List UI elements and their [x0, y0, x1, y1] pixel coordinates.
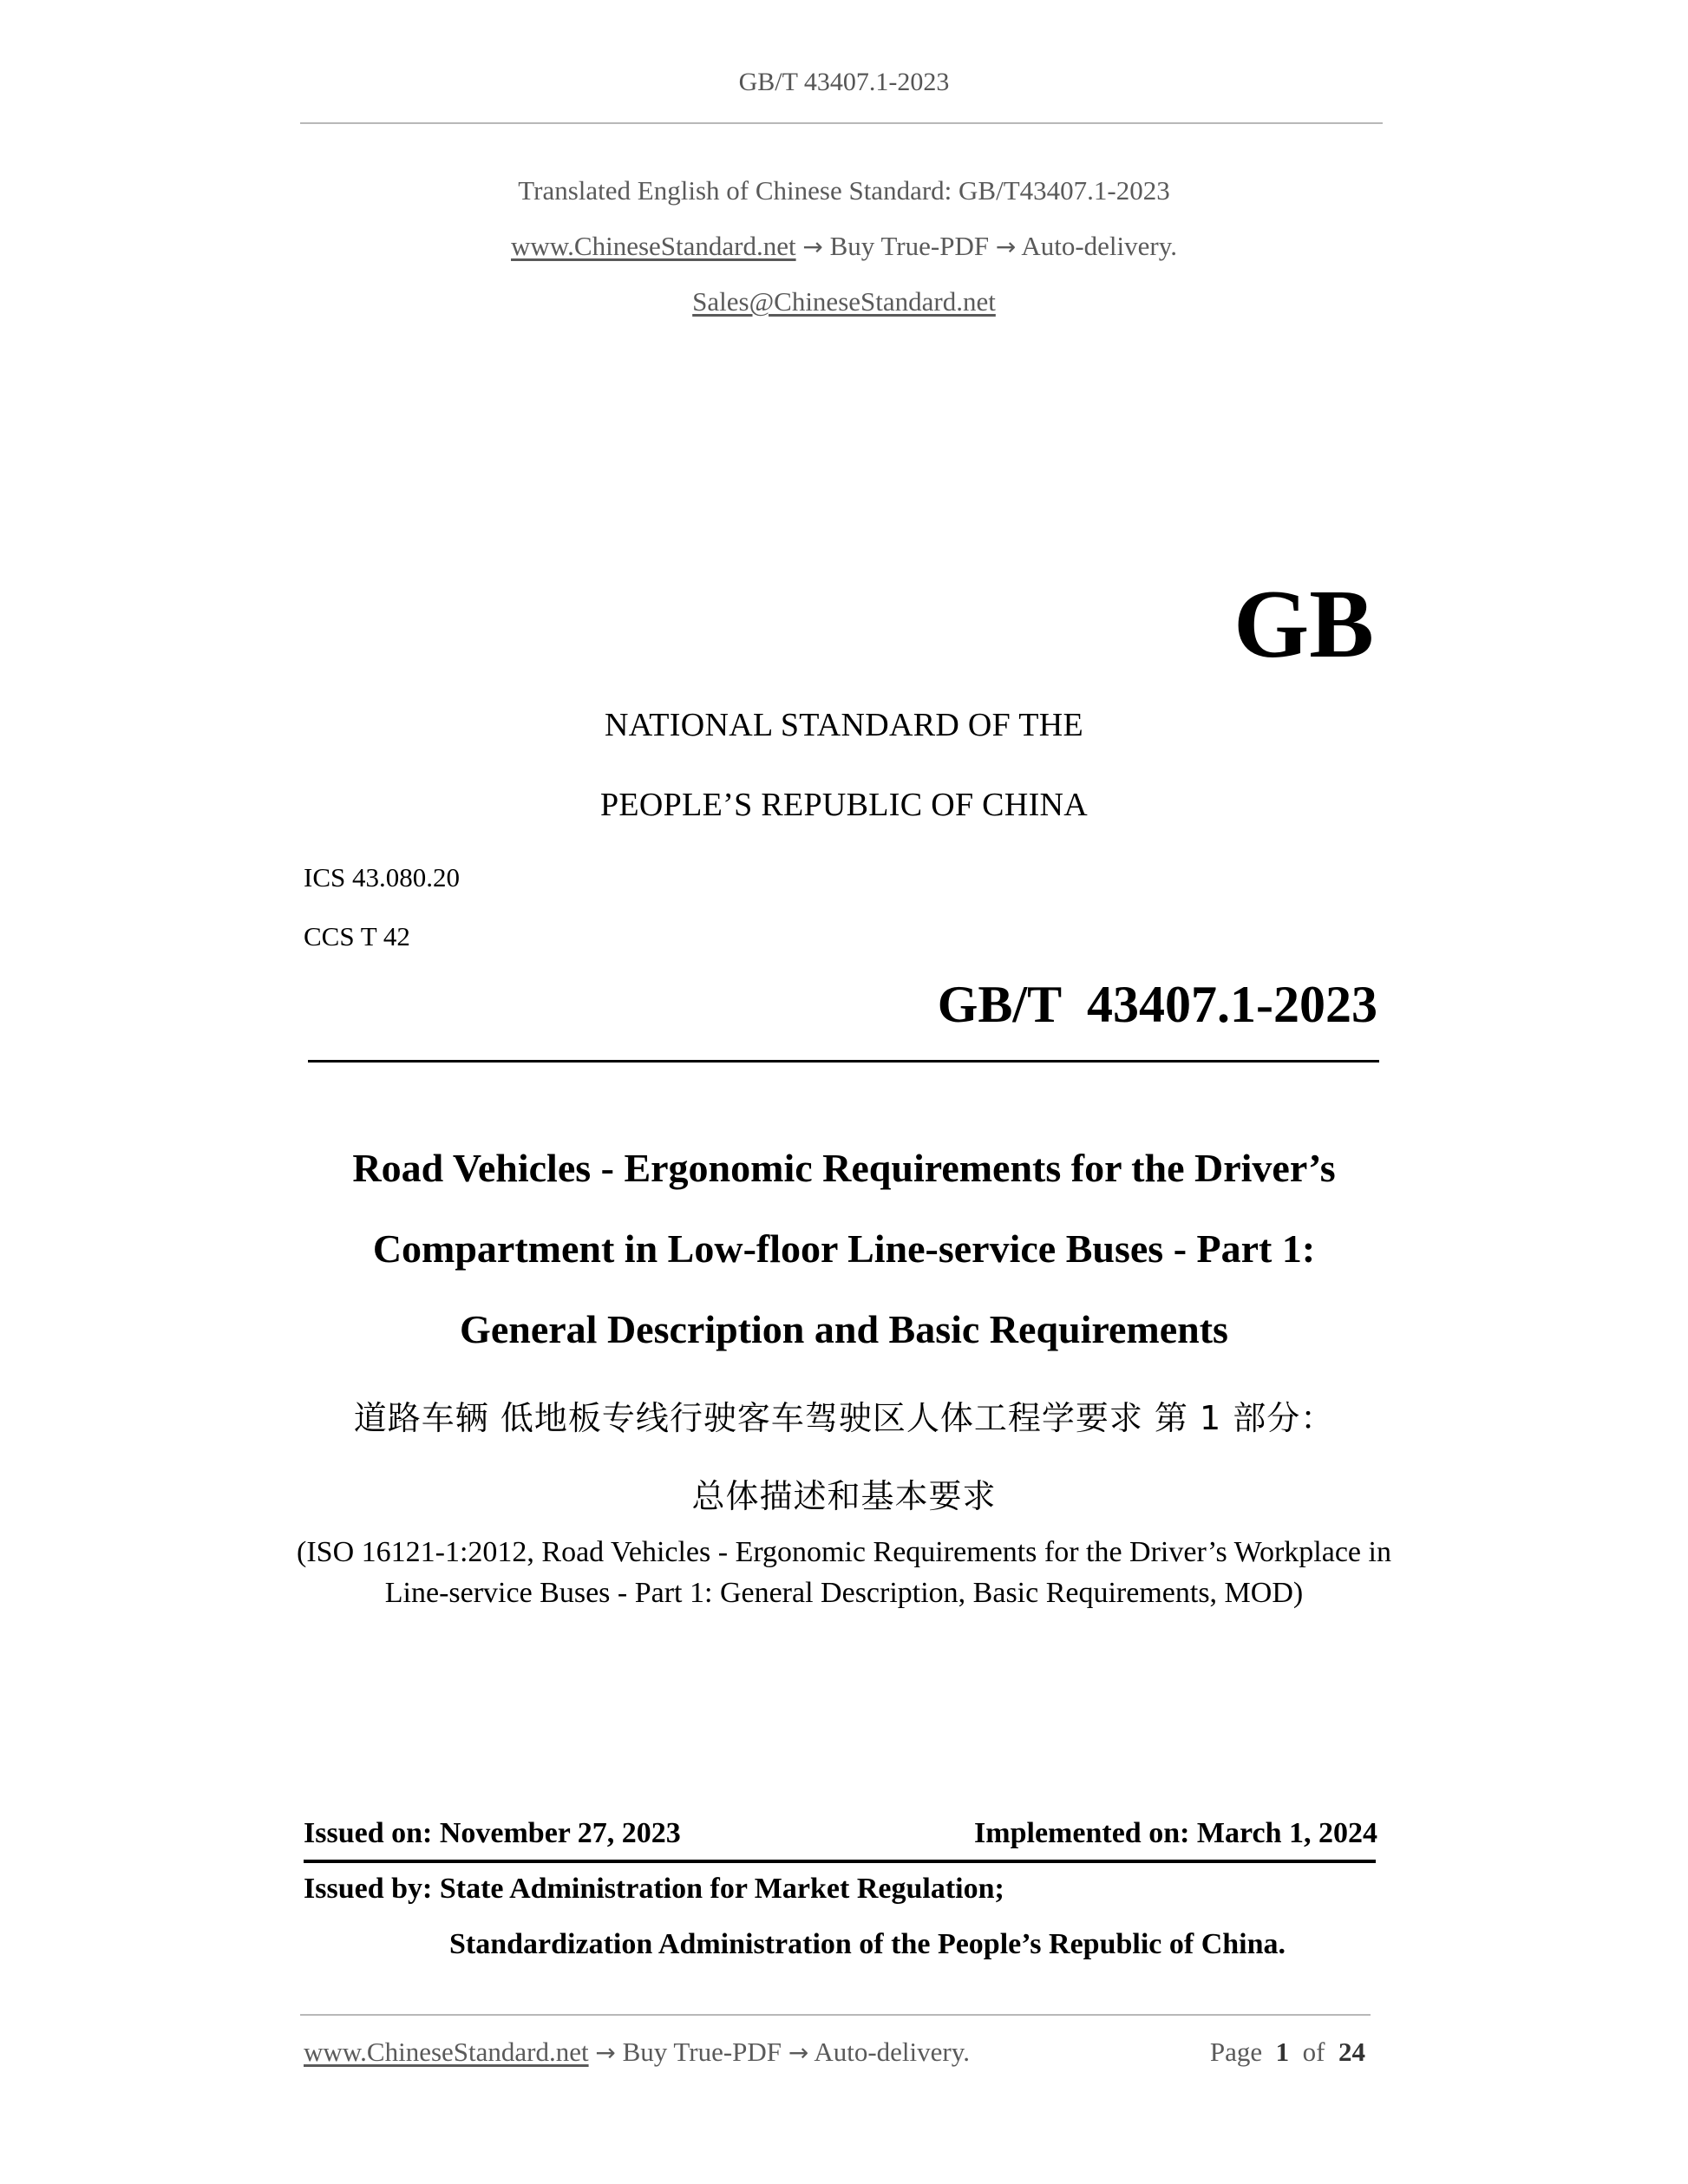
right-arrow-icon: → — [995, 232, 1017, 261]
running-header: GB/T 43407.1-2023 — [738, 68, 950, 96]
issued-by-line-2: Standardization Administration of the People’s Republic of China. — [449, 1928, 1286, 1960]
footer-buy-true-pdf-text: Buy True-PDF — [622, 2037, 782, 2067]
footer-auto-delivery-text: Auto-delivery. — [814, 2037, 970, 2067]
page-total: 24 — [1338, 2037, 1365, 2067]
title-en-line-1: Road Vehicles - Ergonomic Requirements for the Driver’s — [352, 1146, 1336, 1190]
page-current: 1 — [1275, 2037, 1290, 2067]
page-label: Page — [1209, 2037, 1263, 2067]
title-en-line-2: Compartment in Low-floor Line-service Buses - Part 1: — [372, 1226, 1316, 1271]
site-link[interactable]: www.ChineseStandard.net — [511, 231, 796, 261]
auto-delivery-text: Auto-delivery. — [1021, 231, 1177, 261]
title-cn-line-1: 道路车辆 低地板专线行驶客车驾驶区人体工程学要求 第 1 部分： — [353, 1399, 1335, 1437]
national-standard-line-1: NATIONAL STANDARD OF THE — [605, 707, 1083, 743]
email-line — [0, 286, 1688, 317]
footer-promo — [304, 2037, 970, 2068]
header-divider — [300, 122, 1383, 124]
ccs-code: CCS T 42 — [304, 921, 410, 951]
implemented-on: Implemented on: March 1, 2024 — [974, 1817, 1377, 1849]
page-indicator — [1210, 2037, 1365, 2068]
title-cn-line-2: 总体描述和基本要求 — [691, 1477, 997, 1515]
right-arrow-icon: → — [595, 2038, 616, 2067]
national-standard-line-2: PEOPLE’S REPUBLIC OF CHINA — [599, 787, 1089, 823]
page-of-label: of — [1302, 2037, 1325, 2067]
right-arrow-icon: → — [788, 2038, 809, 2067]
sales-email-link[interactable]: Sales@ChineseStandard.net — [692, 286, 996, 317]
iso-reference: (ISO 16121-1:2012, Road Vehicles - Ergonomic Requirements for the Driver’s Workplace in Line-service Buses - Part 1: General Description, Basic Requirements, MOD) — [297, 1536, 1391, 1609]
standard-number-divider — [308, 1060, 1379, 1063]
title-en-line-3: General Description and Basic Requirements — [460, 1307, 1228, 1351]
issued-by-line-1: Issued by: State Administration for Market Regulation; — [304, 1873, 1004, 1905]
right-arrow-icon: → — [802, 232, 823, 261]
issued-on: Issued on: November 27, 2023 — [304, 1817, 681, 1849]
ics-code: ICS 43.080.20 — [304, 862, 460, 893]
footer-divider — [300, 2014, 1371, 2016]
issuance-divider — [304, 1860, 1376, 1863]
standard-number: GB/T 43407.1-2023 — [937, 976, 1377, 1033]
translation-notice: Translated English of Chinese Standard: GB/T43407.1-2023 — [518, 175, 1170, 206]
gb-mark: GB — [1233, 571, 1374, 678]
buy-true-pdf-text: Buy True-PDF — [829, 231, 990, 261]
footer-site-link[interactable]: www.ChineseStandard.net — [304, 2037, 589, 2067]
promo-purchase-line — [0, 231, 1688, 262]
